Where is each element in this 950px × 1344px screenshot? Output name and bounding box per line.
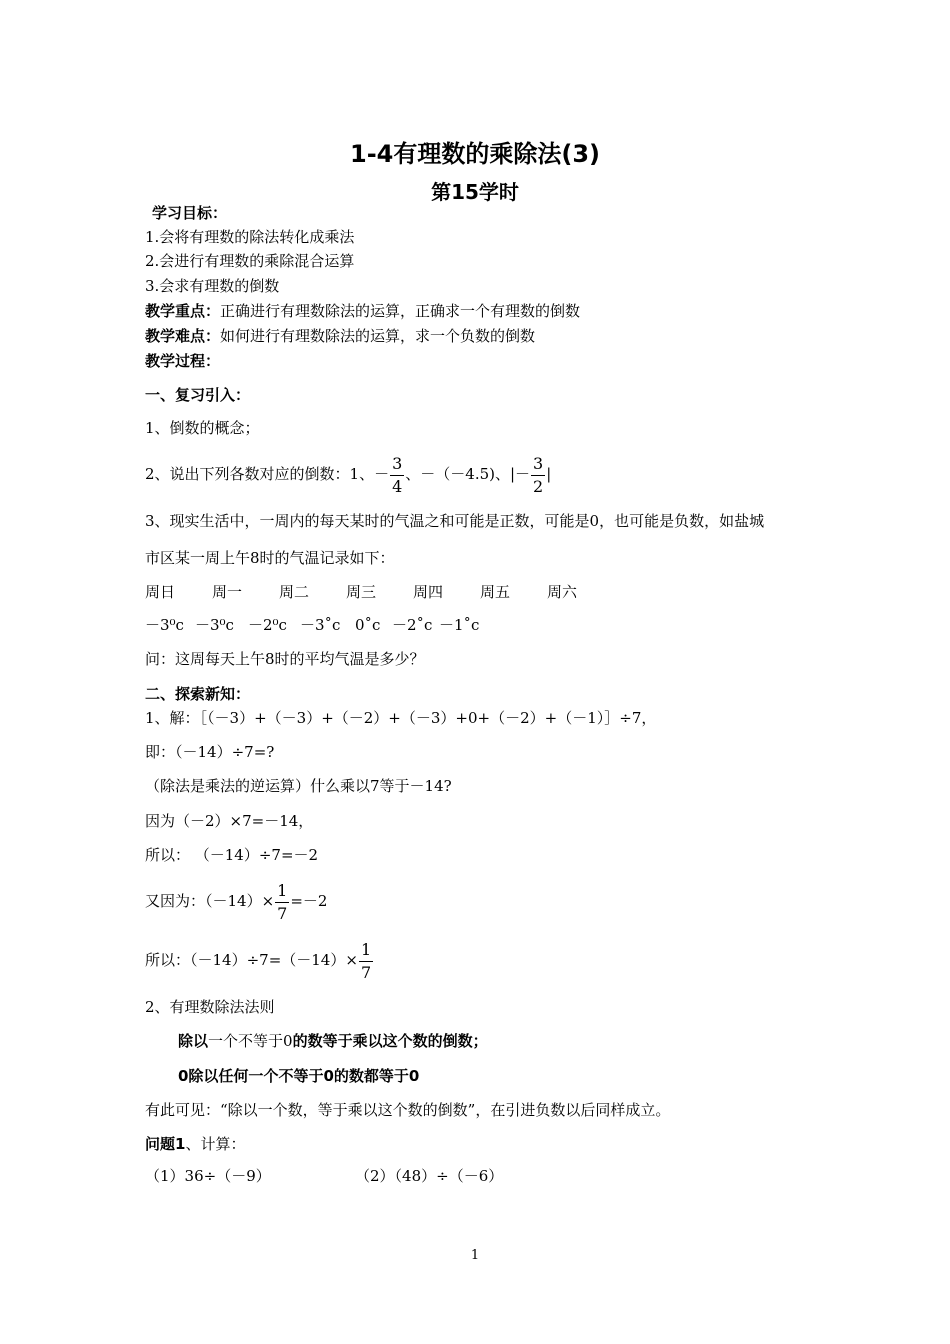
rule1-a: 除以 xyxy=(178,1032,209,1050)
fraction-denominator: 4 xyxy=(392,476,403,496)
solution-line xyxy=(145,879,327,925)
problem-item: （1）36÷（－9） xyxy=(145,1167,271,1185)
s6-text-b: =－2 xyxy=(290,892,328,910)
solution-line: 即：（－14）÷7=? xyxy=(145,743,275,761)
average-question: 问：这周每天上午8时的平均气温是多少？ xyxy=(145,650,425,668)
goal-item: 1.会将有理数的除法转化成乘法 xyxy=(145,228,355,246)
fraction-numerator: 1 xyxy=(275,880,289,903)
page-number: 1 xyxy=(470,1248,480,1263)
fraction-denominator: 7 xyxy=(277,903,288,923)
fraction-numerator: 3 xyxy=(390,453,404,476)
division-rule-1 xyxy=(178,1031,488,1051)
s7-text-a: 所以：（－14）÷7=（－14）× xyxy=(145,951,358,969)
review-item-3-line2: 市区某一周上午8时的气温记录如下： xyxy=(145,549,395,567)
review-item-3-line1: 3、现实生活中，一周内的每天某时的气温之和可能是正数，可能是0，也可能是负数，如盐城 xyxy=(145,512,765,530)
temperature-row xyxy=(145,615,479,635)
weekday: 周三 xyxy=(346,583,377,601)
rule1-b: 一个不等于0 xyxy=(208,1032,293,1050)
difficulty-label: 教学难点： xyxy=(145,327,221,345)
temperature: 0˚c xyxy=(355,616,381,634)
key-point-label: 教学重点： xyxy=(145,302,221,320)
conclusion: 有此可见：“除以一个数，等于乘以这个数的倒数”，在引进负数以后同样成立。 xyxy=(145,1101,671,1119)
section-heading-explore: 二、探索新知： xyxy=(145,685,251,703)
review-item-1: 1、倒数的概念； xyxy=(145,419,260,437)
weekday-row xyxy=(145,582,614,602)
weekday: 周日 xyxy=(145,583,176,601)
difficulty-line xyxy=(145,326,535,346)
solution-line xyxy=(145,938,374,984)
document-subtitle: 第15学时 xyxy=(431,180,519,204)
review-item-2 xyxy=(145,452,551,498)
problem-text: 、计算： xyxy=(185,1135,246,1153)
weekday: 周六 xyxy=(547,583,578,601)
goal-item: 3.会求有理数的倒数 xyxy=(145,277,280,295)
difficulty-text: 如何进行有理数除法的运算，求一个负数的倒数 xyxy=(220,327,536,345)
temperature: －2⁰c xyxy=(248,616,287,634)
problem-heading xyxy=(145,1134,245,1154)
fraction-numerator: 3 xyxy=(531,453,545,476)
problem-item: （2）（48）÷（－6） xyxy=(355,1167,504,1185)
temperature: －3˚c xyxy=(300,616,341,634)
item2-text-b: 、－（－4.5)、|－ xyxy=(405,465,531,483)
problem-label: 问题1 xyxy=(145,1135,186,1153)
section-heading-review: 一、复习引入： xyxy=(145,386,251,404)
solution-line: 因为（－2）×7=－14， xyxy=(145,812,314,830)
item2-text-c: | xyxy=(546,465,552,483)
document-title: 1-4有理数的乘除法(3) xyxy=(350,140,600,168)
rule1-c: 的数等于乘以这个数的倒数； xyxy=(292,1032,488,1050)
division-rule-2: 0除以任何一个不等于0的数都等于0 xyxy=(178,1067,420,1085)
fraction xyxy=(359,939,373,984)
fraction-denominator: 2 xyxy=(533,476,544,496)
weekday: 周二 xyxy=(279,583,310,601)
fraction xyxy=(275,880,289,925)
temperature: －2˚c xyxy=(392,616,433,634)
goal-item: 2.会进行有理数的乘除混合运算 xyxy=(145,252,355,270)
key-point-text: 正确进行有理数除法的运算，正确求一个有理数的倒数 xyxy=(220,302,581,320)
temperature: －3⁰c xyxy=(145,616,184,634)
weekday: 周一 xyxy=(212,583,243,601)
weekday: 周五 xyxy=(480,583,511,601)
temperature: －1˚c xyxy=(439,616,480,634)
solution-line: 1、解：［（－3）+（－3）+（－2）+（－3）+0+（－2）+（－1）］÷7， xyxy=(145,709,657,727)
item2-text-a: 2、说出下列各数对应的倒数：1、－ xyxy=(145,465,390,483)
fraction xyxy=(531,453,545,498)
fraction-denominator: 7 xyxy=(360,962,372,982)
s6-text-a: 又因为：（－14）× xyxy=(145,892,275,910)
process-label: 教学过程： xyxy=(145,352,221,370)
temperature: －3⁰c xyxy=(195,616,234,634)
fraction-numerator: 1 xyxy=(359,939,373,962)
goals-heading: 学习目标： xyxy=(152,204,228,222)
solution-line: 所以： （－14）÷7=－2 xyxy=(145,846,319,864)
rule-heading-text: 2、有理数除法法则 xyxy=(145,998,275,1016)
solution-line: （除法是乘法的逆运算）什么乘以7等于－14? xyxy=(145,777,452,795)
key-point-line xyxy=(145,301,580,321)
rule-heading xyxy=(145,997,275,1017)
weekday: 周四 xyxy=(413,583,444,601)
fraction xyxy=(390,453,404,498)
